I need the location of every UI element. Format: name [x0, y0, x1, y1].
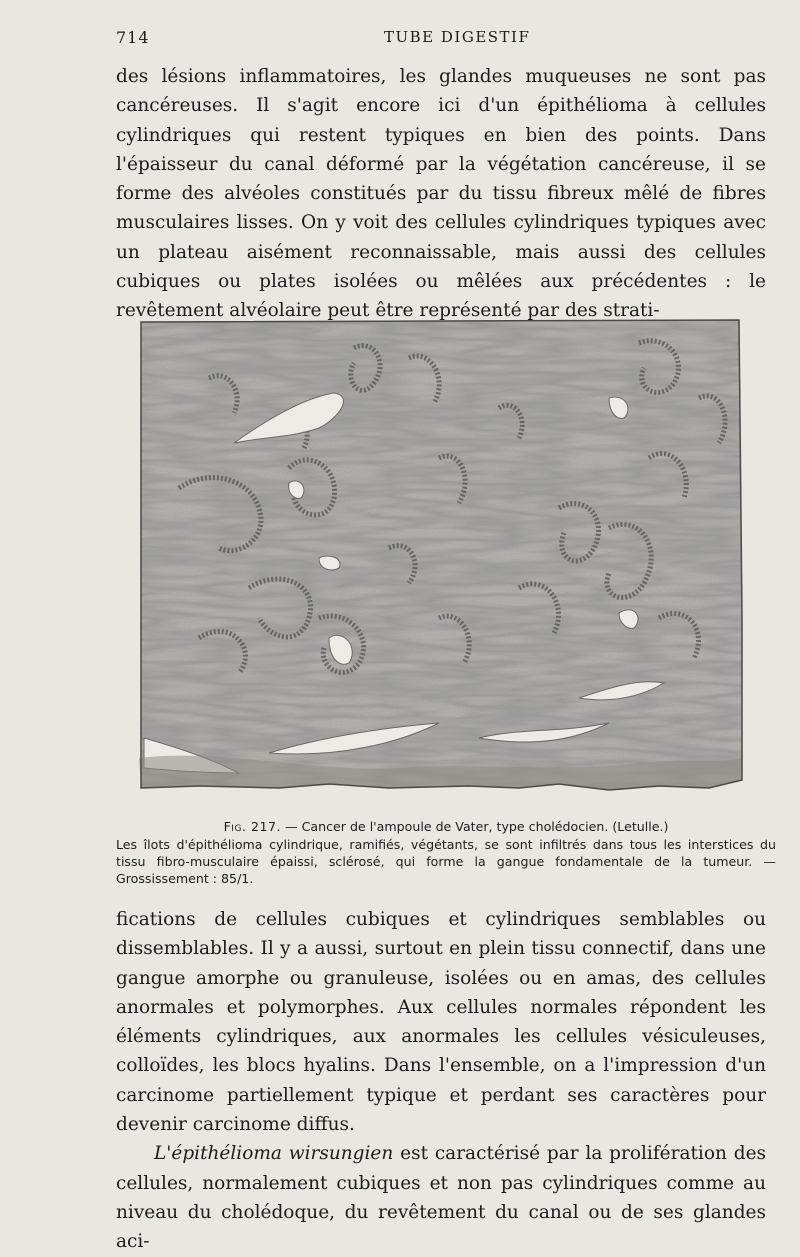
figure-caption — [116, 818, 776, 887]
paragraph-bottom-2 — [116, 1139, 766, 1256]
page-header — [0, 22, 800, 52]
paragraph-top-text: des lésions inflammatoires, les glandes muqueuses ne sont pas cancéreuses. Il s'agit encore ici d'un épithélioma à cellules cylindriques qui restent typiques en bien des points. Dans l'épaisseur du canal déformé par la végétation cancéreuse, il se forme des alvéoles constitués par du tissu fibreux mêlé de fibres musculaires lisses. On y voit des cellules cylindriques typiques avec un plateau aisément reconnaissable, mais aussi des cellules cubiques ou plates isolées ou mêlées aux précédentes : le revêtement alvéolaire peut être représenté par des strati- — [116, 66, 766, 322]
caption-title-line — [116, 818, 776, 835]
running-title: TUBE DIGESTIF — [384, 28, 531, 46]
paragraph-bottom-1: fications de cellules cubiques et cylindriques semblables ou dissemblables. Il y a aussi, surtout en plein tissu connectif, dans une gangue amorphe ou granuleuse, isolées ou en amas, des cellules anormales et polymorphes. Aux cellules normales répondent les éléments cylindriques, aux anormales les cellules vésiculeuses, colloïdes, les blocs hyalins. Dans l'ensemble, on a l'impression d'un carcinome partiellement typique et perdant ses caractères pour devenir carcinome diffus. — [116, 909, 766, 1136]
paragraph-bottom-2-text: est caractérisé par la prolifération des cellules, normalement cubiques et non pas cylindriques comme au niveau du cholédoque, du revêtement du canal ou de ses glandes aci- — [116, 1143, 767, 1253]
figure-title: — Cancer de l'ampoule de Vater, type cholédocien. (Letulle.) — [285, 819, 669, 834]
figure-description: Les îlots d'épithélioma cylindrique, ramifiés, végétants, se sont infiltrés dans tous les interstices du tissu fibro-musculaire épaissi, sclérosé, qui forme la gangue fondamentale de la tumeur. — Grossissement : 85/1. — [116, 837, 776, 886]
figure-label: Fig. 217. — [223, 819, 281, 834]
histology-figure — [139, 318, 743, 793]
histology-micrograph-illustration — [139, 318, 743, 793]
page-number: 714 — [116, 28, 150, 47]
term-epithelioma-wirsungien: L'épithélioma wirsungien — [154, 1143, 394, 1165]
paragraph-bottom — [116, 905, 766, 1257]
paragraph-top — [116, 62, 766, 326]
